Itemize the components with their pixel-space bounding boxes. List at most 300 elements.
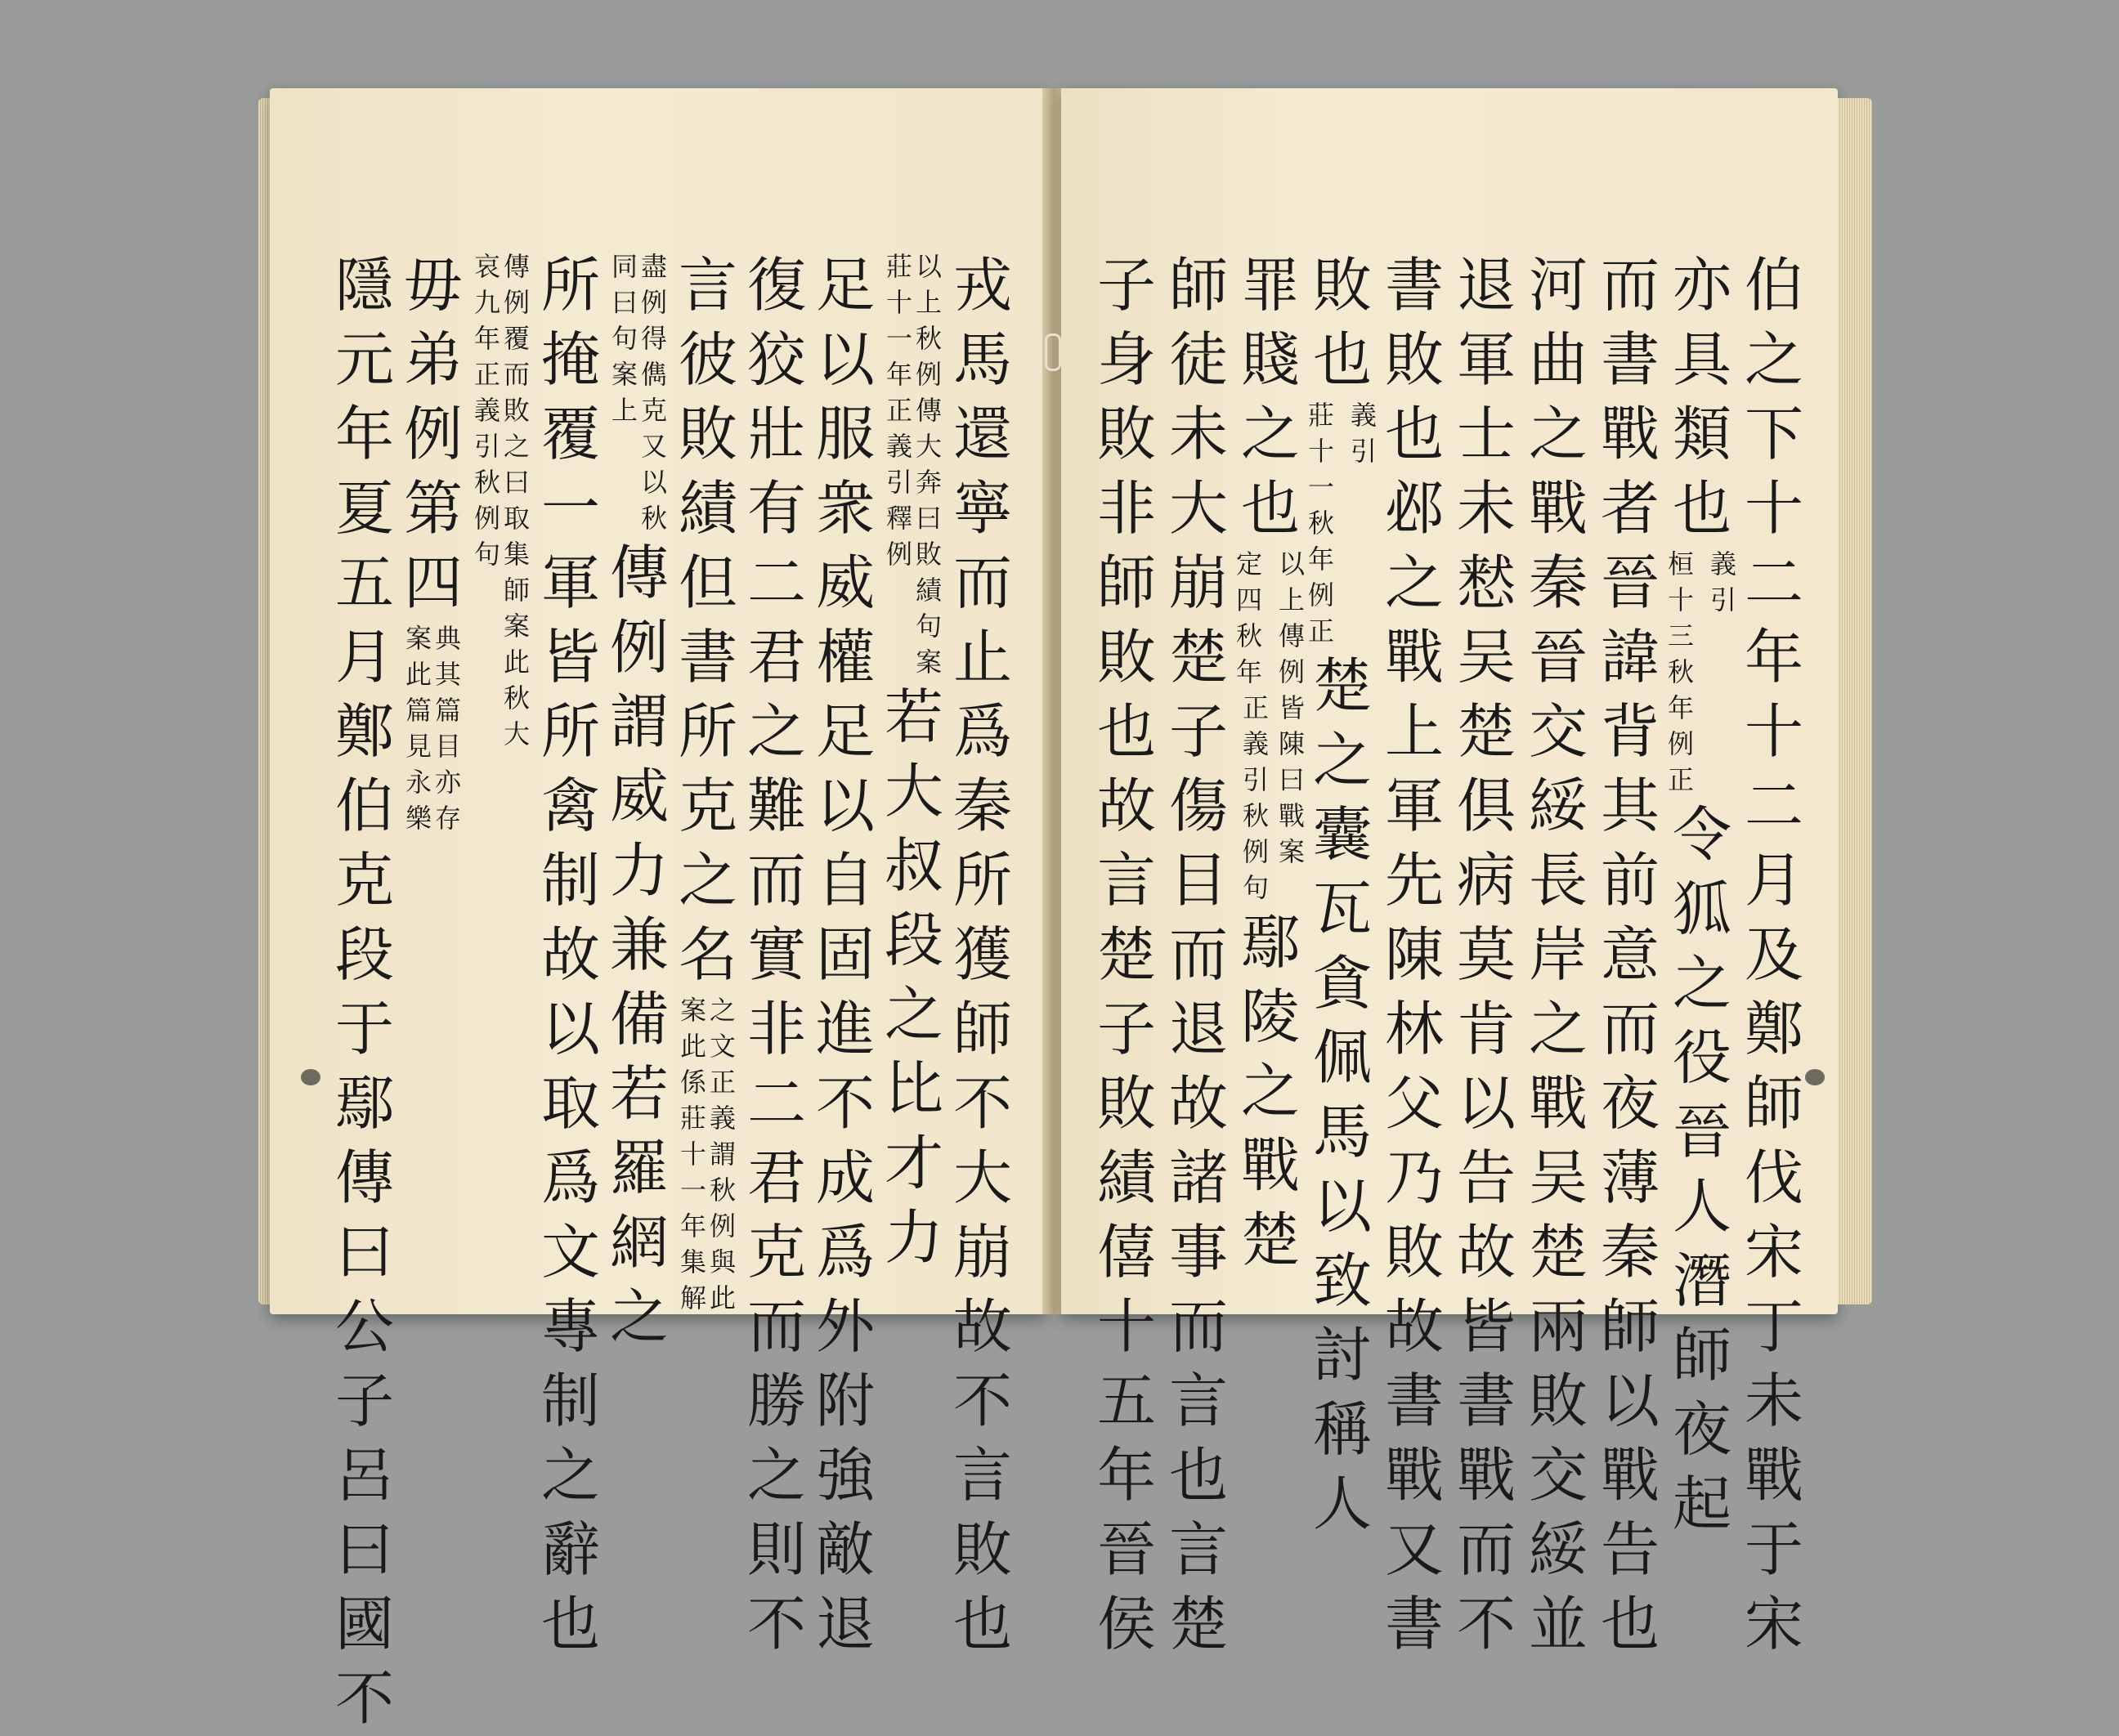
text-char: 者 <box>1600 474 1660 543</box>
text-char: 言 <box>1168 1367 1228 1435</box>
interlinear-note <box>474 248 530 752</box>
text-char: 林 <box>1384 995 1444 1063</box>
text-char: 不 <box>952 1069 1012 1138</box>
note-char: 案 <box>1278 836 1305 867</box>
binding-thread <box>1045 333 1061 371</box>
note-char: 之 <box>710 995 737 1026</box>
text-char: 獲 <box>952 920 1012 989</box>
note-char: 目 <box>435 731 462 762</box>
text-char: 之 <box>1744 325 1803 394</box>
text-char: 辭 <box>540 1515 600 1584</box>
text-char: 國 <box>334 1590 394 1658</box>
text-char: 薄 <box>1600 1143 1660 1212</box>
note-char: 引 <box>473 431 500 462</box>
note-char: 儁 <box>641 359 668 390</box>
text-char: 潛 <box>1672 1246 1731 1315</box>
text-char: 績 <box>678 474 737 543</box>
text-char: 敗 <box>1096 623 1156 691</box>
note-char: 秋 <box>504 682 531 714</box>
text-char: 權 <box>815 623 875 691</box>
text-char: 敗 <box>678 400 737 468</box>
note-char: 十 <box>679 1139 706 1170</box>
text-char: 若 <box>609 1059 669 1128</box>
text-char: 下 <box>1744 400 1803 468</box>
text-char: 侯 <box>1096 1590 1156 1658</box>
text-char: 人 <box>1312 1470 1372 1538</box>
text-char: 十 <box>1744 474 1803 543</box>
text-char: 具 <box>1672 325 1731 394</box>
note-char: 桓十三 <box>1668 548 1695 651</box>
left-text-column <box>468 248 536 752</box>
note-char: 見 <box>405 731 432 762</box>
text-char: 但 <box>678 548 737 617</box>
note-char: 以 <box>641 467 668 498</box>
text-char: 罪 <box>1240 251 1300 320</box>
text-char: 敗 <box>1384 1218 1444 1286</box>
text-char: 及 <box>1744 920 1803 989</box>
note-char: 莊 <box>885 251 912 282</box>
text-char: 師 <box>1744 1069 1803 1138</box>
text-char: 陳 <box>1384 920 1444 989</box>
right-text-column <box>1524 248 1593 1662</box>
text-char: 交 <box>1528 697 1588 766</box>
text-char: 書 <box>1384 251 1444 320</box>
right-text-column <box>1164 248 1233 1662</box>
text-char: 之 <box>1384 548 1444 617</box>
text-char: 克 <box>334 846 394 915</box>
text-char: 網 <box>609 1208 669 1277</box>
note-char: 覆 <box>504 323 531 354</box>
text-char: 秦 <box>1528 548 1588 617</box>
text-char: 爲 <box>952 697 1012 766</box>
text-char: 病 <box>1456 846 1516 915</box>
text-char: 固 <box>815 920 875 989</box>
text-char: 故 <box>1168 1069 1228 1138</box>
text-char: 一 <box>540 474 600 543</box>
text-char: 例 <box>403 400 463 468</box>
text-char: 言 <box>952 1441 1012 1510</box>
text-char: 崩 <box>1168 548 1228 617</box>
right-text-column <box>1740 248 1808 1662</box>
text-char: 故 <box>952 1292 1012 1361</box>
text-char: 馬 <box>1312 1098 1372 1166</box>
text-char: 寧 <box>952 474 1012 543</box>
note-char: 集 <box>504 539 531 570</box>
text-char: 兩 <box>1528 1292 1588 1361</box>
note-char: 釋 <box>885 503 912 534</box>
note-char: 解 <box>679 1282 706 1313</box>
text-char: 而 <box>1456 1515 1516 1584</box>
note-char: 正 <box>710 1067 737 1098</box>
text-char: 背 <box>1600 697 1660 766</box>
text-char: 邲 <box>1384 474 1444 543</box>
text-char: 彼 <box>678 325 737 394</box>
text-char: 退 <box>815 1590 875 1658</box>
note-char: 秋 <box>710 1174 737 1206</box>
text-char: 肯 <box>1456 995 1516 1063</box>
text-char: 告 <box>1600 1515 1660 1584</box>
text-char: 敗 <box>1312 251 1372 320</box>
text-char: 之 <box>609 1282 669 1351</box>
open-book <box>270 88 1872 1733</box>
text-char: 秦 <box>952 772 1012 840</box>
text-char: 晉 <box>1528 623 1588 691</box>
text-char: 役 <box>1672 1023 1731 1092</box>
text-char: 力 <box>609 836 669 905</box>
text-char: 年 <box>1096 1441 1156 1510</box>
text-char: 不 <box>746 1590 806 1658</box>
text-char: 戰 <box>1384 1441 1444 1510</box>
note-char: 敗 <box>916 539 943 570</box>
note-char: 秋年例正 <box>1668 656 1695 795</box>
text-char: 夏 <box>334 474 394 543</box>
text-char: 羅 <box>609 1134 669 1202</box>
note-char: 義 <box>1709 548 1736 579</box>
text-char: 以 <box>815 772 875 840</box>
text-char: 俱 <box>1456 772 1516 840</box>
text-char: 止 <box>952 623 1012 691</box>
text-char: 故 <box>1384 1292 1444 1361</box>
note-char: 例 <box>916 359 943 390</box>
text-char: 戰 <box>1240 1131 1300 1200</box>
note-char: 引 <box>1242 764 1269 795</box>
text-char: 亦 <box>1672 251 1731 320</box>
text-char: 也 <box>1168 1441 1228 1510</box>
text-char: 莫 <box>1456 920 1516 989</box>
note-char: 傳 <box>504 251 531 282</box>
text-char: 傳 <box>334 1143 394 1212</box>
right-text-column <box>1668 248 1736 1541</box>
text-char: 戎 <box>952 251 1012 320</box>
note-char: 年 <box>885 359 912 390</box>
text-char: 所 <box>952 846 1012 915</box>
text-char: 諸 <box>1168 1143 1228 1212</box>
text-char: 克 <box>678 772 737 840</box>
text-char: 名 <box>678 920 737 989</box>
note-char: 定四 <box>1236 548 1263 615</box>
note-char: 師 <box>504 575 531 606</box>
text-char: 乃 <box>1384 1143 1444 1212</box>
note-char: 例 <box>710 1210 737 1242</box>
text-char: 賤 <box>1240 325 1300 394</box>
text-char: 言 <box>1168 1515 1228 1584</box>
note-char: 取 <box>504 503 531 534</box>
note-char: 之 <box>504 431 531 462</box>
text-char: 晉 <box>1600 548 1660 617</box>
text-char: 言 <box>678 251 737 320</box>
text-char: 君 <box>746 623 806 691</box>
note-char: 與 <box>710 1246 737 1277</box>
text-char: 比 <box>884 1054 943 1123</box>
note-char: 秋年例正 <box>1308 508 1335 647</box>
text-char: 段 <box>884 906 943 974</box>
text-char: 強 <box>815 1441 875 1510</box>
text-char: 之 <box>1672 949 1731 1018</box>
text-char: 而 <box>746 846 806 915</box>
text-char: 諱 <box>1600 623 1660 691</box>
text-char: 故 <box>1456 1218 1516 1286</box>
text-char: 曰 <box>334 1218 394 1286</box>
binding-hole <box>301 1069 320 1085</box>
text-char: 而 <box>1168 920 1228 989</box>
text-char: 未 <box>1456 474 1516 543</box>
text-char: 書 <box>678 623 737 691</box>
text-char: 實 <box>746 920 806 989</box>
text-char: 皆 <box>540 623 600 691</box>
text-char: 敗 <box>1096 400 1156 468</box>
text-char: 其 <box>1600 772 1660 840</box>
text-char: 段 <box>334 920 394 989</box>
text-char: 禽 <box>540 772 600 840</box>
note-char: 克 <box>641 395 668 426</box>
note-char: 盡 <box>641 251 668 282</box>
text-char: 也 <box>1600 1590 1660 1658</box>
left-text-column <box>674 248 742 1316</box>
note-char: 其 <box>435 659 462 690</box>
text-char: 事 <box>1168 1218 1228 1286</box>
text-char: 以 <box>1456 1069 1516 1138</box>
text-char: 夜 <box>1672 1395 1731 1464</box>
interlinear-note <box>680 992 736 1316</box>
text-char: 月 <box>334 623 394 691</box>
note-char: 義 <box>710 1103 737 1134</box>
text-char: 宋 <box>1744 1590 1803 1658</box>
note-char: 此 <box>710 1282 737 1313</box>
text-char: 以 <box>1600 1367 1660 1435</box>
text-char: 書 <box>1456 1367 1516 1435</box>
right-text-column <box>1452 248 1521 1662</box>
text-char: 所 <box>678 697 737 766</box>
text-char: 附 <box>815 1367 875 1435</box>
note-char: 上 <box>611 395 638 426</box>
text-char: 不 <box>815 1069 875 1138</box>
text-char: 綏 <box>1528 1515 1588 1584</box>
text-char: 類 <box>1672 400 1731 468</box>
note-char: 哀 <box>473 251 500 282</box>
text-char: 又 <box>1384 1515 1444 1584</box>
right-page <box>1061 88 1838 1658</box>
note-char: 正 <box>473 359 500 390</box>
right-text-column <box>1596 248 1664 1662</box>
left-text-column <box>948 248 1017 1662</box>
text-char: 第 <box>403 474 463 543</box>
note-char: 案 <box>611 359 638 390</box>
text-char: 起 <box>1672 1470 1731 1538</box>
text-char: 楚 <box>1168 623 1228 691</box>
note-char: 例 <box>885 539 912 570</box>
note-char: 此 <box>504 647 531 678</box>
text-char: 討 <box>1312 1321 1372 1389</box>
text-char: 以 <box>1312 1172 1372 1241</box>
note-char: 敗 <box>504 395 531 426</box>
text-char: 不 <box>334 1664 394 1733</box>
note-char: 曰 <box>1278 764 1305 795</box>
text-char: 而 <box>952 548 1012 617</box>
text-char: 意 <box>1600 920 1660 989</box>
text-char: 也 <box>1096 697 1156 766</box>
text-char: 兼 <box>609 911 669 979</box>
note-char: 引 <box>1350 436 1377 467</box>
text-char: 還 <box>952 400 1012 468</box>
text-char: 故 <box>1096 772 1156 840</box>
text-char: 二 <box>746 1069 806 1138</box>
text-char: 以 <box>540 995 600 1063</box>
text-char: 退 <box>1456 251 1516 320</box>
note-char: 曰 <box>504 467 531 498</box>
note-char: 案 <box>405 623 432 654</box>
text-char: 謂 <box>609 687 669 756</box>
note-char: 義 <box>1242 728 1269 759</box>
text-char: 隱 <box>334 251 394 320</box>
text-char: 敗 <box>1384 325 1444 394</box>
interlinear-note <box>612 248 667 536</box>
right-text-column <box>1092 248 1161 1662</box>
text-char: 狡 <box>746 325 806 394</box>
note-char: 義 <box>1350 400 1377 431</box>
note-char: 莊十一 <box>1308 400 1335 503</box>
text-char: 秦 <box>1600 1218 1660 1286</box>
text-char: 克 <box>746 1218 806 1286</box>
text-char: 威 <box>815 548 875 617</box>
text-char: 十 <box>1744 697 1803 766</box>
text-char: 自 <box>815 846 875 915</box>
text-char: 師 <box>1096 548 1156 617</box>
text-char: 元 <box>334 325 394 394</box>
text-char: 皆 <box>1456 1292 1516 1361</box>
text-char: 前 <box>1600 846 1660 915</box>
note-char: 例 <box>1278 656 1305 687</box>
text-char: 年 <box>334 400 394 468</box>
text-char: 也 <box>1384 400 1444 468</box>
text-char: 故 <box>540 920 600 989</box>
note-char: 引 <box>1709 584 1736 615</box>
note-char: 莊 <box>679 1103 706 1134</box>
note-char: 年 <box>473 323 500 354</box>
text-char: 長 <box>1528 846 1588 915</box>
text-char: 制 <box>540 846 600 915</box>
note-char: 樂 <box>405 803 432 834</box>
text-char: 而 <box>746 1292 806 1361</box>
text-char: 交 <box>1528 1441 1588 1510</box>
text-char: 吴 <box>1528 1143 1588 1212</box>
text-char: 力 <box>884 1203 943 1272</box>
text-char: 瓦 <box>1312 875 1372 943</box>
note-char: 曰 <box>611 287 638 318</box>
left-page <box>270 88 1046 1733</box>
note-char: 係 <box>679 1067 706 1098</box>
text-char: 傳 <box>609 539 669 607</box>
text-char: 師 <box>1168 251 1228 320</box>
text-char: 囊 <box>1312 800 1372 869</box>
text-char: 伐 <box>1744 1143 1803 1212</box>
text-char: 之 <box>884 980 943 1049</box>
interlinear-note <box>405 620 461 836</box>
note-char: 十 <box>885 287 912 318</box>
note-char: 篇 <box>405 695 432 726</box>
text-char: 掩 <box>540 325 600 394</box>
text-char: 吴 <box>1456 623 1516 691</box>
left-text-column <box>742 248 811 1662</box>
text-char: 戰 <box>1528 1069 1588 1138</box>
text-char: 勝 <box>746 1367 806 1435</box>
note-char: 大 <box>504 718 531 749</box>
text-char: 而 <box>1168 1292 1228 1361</box>
text-char: 所 <box>540 251 600 320</box>
left-text-column <box>880 248 948 1275</box>
text-char: 毋 <box>403 251 463 320</box>
text-char: 鄢 <box>1240 908 1300 977</box>
text-char: 告 <box>1456 1143 1516 1212</box>
text-char: 言 <box>1096 846 1156 915</box>
text-char: 戰 <box>1600 1441 1660 1510</box>
text-char: 文 <box>540 1218 600 1286</box>
note-char: 秋年 <box>1236 620 1263 687</box>
text-char: 進 <box>815 995 875 1063</box>
text-char: 稱 <box>1312 1395 1372 1464</box>
text-char: 子 <box>1096 251 1156 320</box>
text-char: 之 <box>1312 726 1372 794</box>
note-char: 永 <box>405 767 432 798</box>
interlinear-note <box>886 248 942 680</box>
text-char: 楚 <box>1168 1590 1228 1658</box>
text-char: 敵 <box>815 1515 875 1584</box>
note-char: 例 <box>473 503 500 534</box>
text-char: 未 <box>1744 1367 1803 1435</box>
text-char: 爲 <box>815 1218 875 1286</box>
text-char: 足 <box>815 697 875 766</box>
note-char: 奔 <box>916 467 943 498</box>
right-text-column <box>1308 248 1377 1541</box>
text-char: 徒 <box>1168 325 1228 394</box>
text-char: 士 <box>1456 400 1516 468</box>
text-char: 績 <box>1096 1143 1156 1212</box>
note-char: 皆 <box>1278 692 1305 723</box>
note-char: 例 <box>1242 836 1269 867</box>
text-char: 未 <box>1168 400 1228 468</box>
text-char: 弟 <box>403 325 463 394</box>
text-char: 戰 <box>1456 1441 1516 1510</box>
binding-hole <box>1805 1069 1825 1085</box>
note-char: 句 <box>473 539 500 570</box>
text-char: 公 <box>334 1292 394 1361</box>
text-char: 復 <box>746 251 806 320</box>
note-char: 引 <box>885 467 912 498</box>
note-char: 句 <box>916 611 943 642</box>
interlinear-note <box>1236 546 1305 906</box>
text-char: 曲 <box>1528 325 1588 394</box>
text-char: 也 <box>1672 474 1731 543</box>
text-char: 以 <box>815 325 875 394</box>
text-char: 之 <box>1240 1057 1300 1125</box>
text-char: 二 <box>1744 772 1803 840</box>
text-char: 楚 <box>1312 651 1372 720</box>
right-text-column <box>1380 248 1449 1662</box>
text-char: 所 <box>540 697 600 766</box>
note-char: 上 <box>1278 584 1305 615</box>
text-char: 君 <box>746 1143 806 1212</box>
note-char: 例 <box>641 287 668 318</box>
text-char: 足 <box>815 251 875 320</box>
text-char: 先 <box>1384 846 1444 915</box>
text-char: 曰 <box>334 1515 394 1584</box>
text-char: 父 <box>1384 1069 1444 1138</box>
text-char: 也 <box>1312 325 1372 394</box>
note-char: 秋 <box>641 503 668 534</box>
note-char: 義 <box>473 395 500 426</box>
note-char: 又 <box>641 431 668 462</box>
text-char: 才 <box>884 1129 943 1197</box>
text-char: 大 <box>952 1143 1012 1212</box>
